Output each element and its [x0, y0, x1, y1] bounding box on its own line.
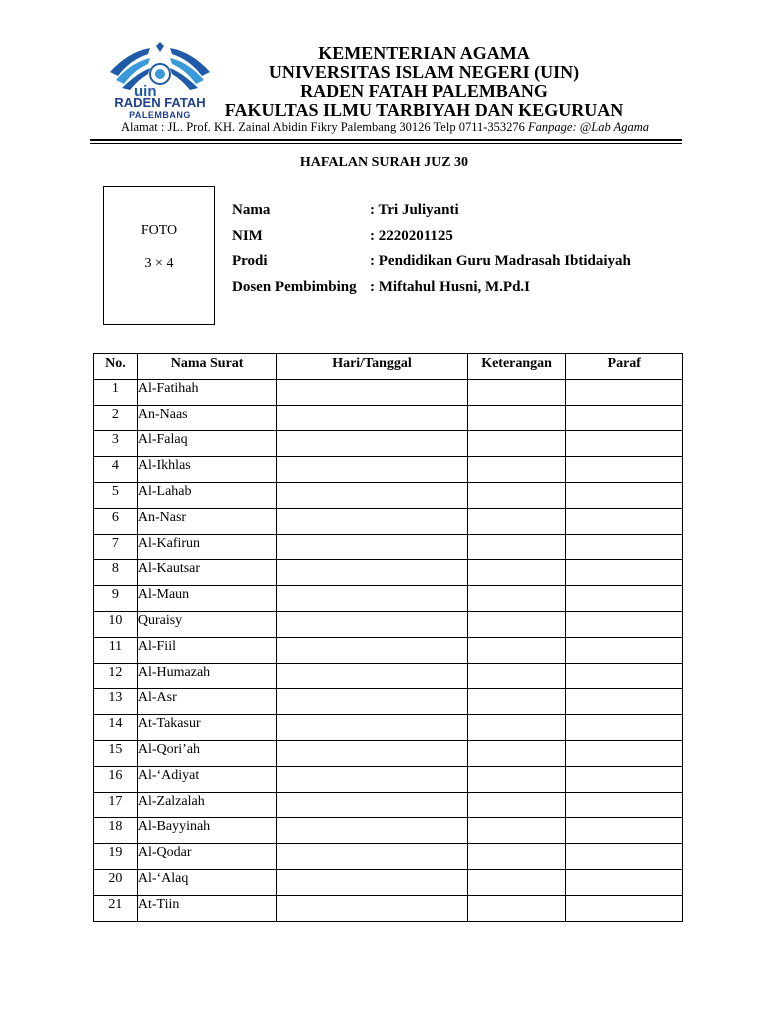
- photo-size: 3 × 4: [144, 256, 174, 271]
- cell-nama-surat: At-Takasur: [137, 715, 277, 741]
- cell-keterangan[interactable]: [467, 379, 566, 405]
- cell-nama-surat: Al-‘Alaq: [137, 869, 277, 895]
- document-title: HAFALAN SURAH JUZ 30: [299, 155, 469, 170]
- fanpage-label: Fanpage:: [528, 120, 577, 134]
- university-city: RADEN FATAH PALEMBANG: [300, 81, 548, 101]
- faculty-name: FAKULTAS ILMU TARBIYAH DAN KEGURUAN: [224, 100, 624, 120]
- cell-hari-tanggal[interactable]: [277, 715, 467, 741]
- table-row: [94, 766, 683, 792]
- photo-label: FOTO: [140, 223, 178, 238]
- letterhead-address: [100, 120, 670, 135]
- cell-nama-surat: Al-Fiil: [137, 637, 277, 663]
- header-paraf: Paraf: [566, 354, 683, 380]
- cell-keterangan[interactable]: [467, 715, 566, 741]
- cell-paraf[interactable]: [566, 663, 683, 689]
- cell-paraf[interactable]: [566, 637, 683, 663]
- table-row: [94, 508, 683, 534]
- cell-nama-surat: Al-Lahab: [137, 482, 277, 508]
- table-row: [94, 792, 683, 818]
- fanpage-value: @Lab Agama: [579, 120, 650, 134]
- cell-hari-tanggal[interactable]: [277, 792, 467, 818]
- cell-nama-surat: Al-Qodar: [137, 844, 277, 870]
- cell-keterangan[interactable]: [467, 766, 566, 792]
- photo-box: [103, 186, 215, 325]
- cell-hari-tanggal[interactable]: [277, 689, 467, 715]
- cell-no: 19: [94, 844, 138, 870]
- info-value: : Miftahul Husni, M.Pd.I: [370, 278, 531, 295]
- cell-paraf[interactable]: [566, 431, 683, 457]
- cell-nama-surat: Al-Asr: [137, 689, 277, 715]
- cell-hari-tanggal[interactable]: [277, 508, 467, 534]
- info-label: Prodi: [232, 253, 268, 269]
- cell-keterangan[interactable]: [467, 431, 566, 457]
- cell-paraf[interactable]: [566, 740, 683, 766]
- info-value: : Pendidikan Guru Madrasah Ibtidaiyah: [370, 253, 631, 269]
- letterhead: [220, 44, 628, 120]
- table-row: [94, 457, 683, 483]
- cell-hari-tanggal[interactable]: [277, 818, 467, 844]
- cell-keterangan[interactable]: [467, 663, 566, 689]
- cell-no: 20: [94, 869, 138, 895]
- cell-nama-surat: Al-Zalzalah: [137, 792, 277, 818]
- cell-hari-tanggal[interactable]: [277, 482, 467, 508]
- cell-no: 3: [94, 431, 138, 457]
- cell-paraf[interactable]: [566, 869, 683, 895]
- table-row: [94, 431, 683, 457]
- table-row: [94, 844, 683, 870]
- cell-no: 9: [94, 586, 138, 612]
- cell-nama-surat: Al-Bayyinah: [137, 818, 277, 844]
- cell-paraf[interactable]: [566, 611, 683, 637]
- cell-no: 14: [94, 715, 138, 741]
- cell-nama-surat: An-Nasr: [137, 508, 277, 534]
- cell-no: 5: [94, 482, 138, 508]
- header-keterangan: Keterangan: [467, 354, 566, 380]
- cell-paraf[interactable]: [566, 457, 683, 483]
- cell-paraf[interactable]: [566, 766, 683, 792]
- cell-no: 6: [94, 508, 138, 534]
- cell-paraf[interactable]: [566, 844, 683, 870]
- info-value: : Tri Juliyanti: [370, 202, 459, 218]
- cell-keterangan[interactable]: [467, 895, 566, 921]
- address-text: Alamat : JL. Prof. KH. Zainal Abidin Fikry Palembang 30126 Telp 0711-353276: [120, 120, 525, 134]
- logo-name-line1: RADEN FATAH: [114, 95, 206, 110]
- cell-no: 11: [94, 637, 138, 663]
- table-row: [94, 586, 683, 612]
- letterhead-rule-thin: [90, 143, 682, 144]
- logo-name-line2: PALEMBANG: [129, 110, 191, 120]
- cell-hari-tanggal[interactable]: [277, 611, 467, 637]
- cell-no: 13: [94, 689, 138, 715]
- cell-hari-tanggal[interactable]: [277, 379, 467, 405]
- cell-no: 7: [94, 534, 138, 560]
- university-logo: [106, 42, 214, 122]
- cell-no: 8: [94, 560, 138, 586]
- cell-nama-surat: Al-Kautsar: [137, 560, 277, 586]
- ministry-name: KEMENTERIAN AGAMA: [318, 43, 530, 63]
- table-row: [94, 689, 683, 715]
- info-value: : 2220201125: [370, 227, 453, 244]
- cell-paraf[interactable]: [566, 534, 683, 560]
- cell-keterangan[interactable]: [467, 534, 566, 560]
- table-row: [94, 611, 683, 637]
- table-row: [94, 560, 683, 586]
- cell-no: 17: [94, 792, 138, 818]
- header-no: No.: [94, 354, 138, 380]
- cell-nama-surat: An-Naas: [137, 405, 277, 431]
- cell-hari-tanggal[interactable]: [277, 895, 467, 921]
- cell-nama-surat: Al-Qori’ah: [137, 740, 277, 766]
- cell-no: 2: [94, 405, 138, 431]
- table-row: [94, 405, 683, 431]
- table-row: [94, 715, 683, 741]
- cell-keterangan[interactable]: [467, 586, 566, 612]
- cell-no: 18: [94, 818, 138, 844]
- cell-keterangan[interactable]: [467, 792, 566, 818]
- cell-hari-tanggal[interactable]: [277, 405, 467, 431]
- table-row: [94, 895, 683, 921]
- cell-hari-tanggal[interactable]: [277, 560, 467, 586]
- cell-paraf[interactable]: [566, 560, 683, 586]
- table-row: [94, 818, 683, 844]
- cell-nama-surat: Al-‘Adiyat: [137, 766, 277, 792]
- cell-hari-tanggal[interactable]: [277, 586, 467, 612]
- cell-no: 21: [94, 895, 138, 921]
- info-label: NIM: [232, 227, 263, 244]
- cell-keterangan[interactable]: [467, 818, 566, 844]
- cell-keterangan[interactable]: [467, 637, 566, 663]
- table-row: [94, 663, 683, 689]
- cell-no: 4: [94, 457, 138, 483]
- cell-no: 16: [94, 766, 138, 792]
- cell-hari-tanggal[interactable]: [277, 663, 467, 689]
- cell-nama-surat: Al-Kafirun: [137, 534, 277, 560]
- cell-nama-surat: Al-Ikhlas: [137, 457, 277, 483]
- cell-hari-tanggal[interactable]: [277, 637, 467, 663]
- header-hari-tanggal: Hari/Tanggal: [277, 354, 467, 380]
- cell-keterangan[interactable]: [467, 457, 566, 483]
- cell-nama-surat: Al-Falaq: [137, 431, 277, 457]
- cell-keterangan[interactable]: [467, 482, 566, 508]
- cell-hari-tanggal[interactable]: [277, 534, 467, 560]
- cell-hari-tanggal[interactable]: [277, 844, 467, 870]
- cell-keterangan[interactable]: [467, 740, 566, 766]
- cell-paraf[interactable]: [566, 818, 683, 844]
- cell-keterangan[interactable]: [467, 689, 566, 715]
- cell-paraf[interactable]: [566, 508, 683, 534]
- cell-no: 1: [94, 379, 138, 405]
- table-row: [94, 637, 683, 663]
- table-header-row: [94, 354, 683, 380]
- cell-nama-surat: At-Tiin: [137, 895, 277, 921]
- logo-emblem-icon: [106, 42, 214, 98]
- table-row: [94, 482, 683, 508]
- svg-text:uin: uin: [134, 83, 157, 98]
- cell-no: 10: [94, 611, 138, 637]
- cell-nama-surat: Al-Humazah: [137, 663, 277, 689]
- cell-no: 15: [94, 740, 138, 766]
- header-nama-surat: Nama Surat: [137, 354, 277, 380]
- cell-keterangan[interactable]: [467, 560, 566, 586]
- cell-keterangan[interactable]: [467, 508, 566, 534]
- cell-keterangan[interactable]: [467, 869, 566, 895]
- info-label: Nama: [232, 202, 271, 218]
- cell-hari-tanggal[interactable]: [277, 740, 467, 766]
- hafalan-table: [93, 353, 683, 922]
- cell-paraf[interactable]: [566, 689, 683, 715]
- cell-keterangan[interactable]: [467, 611, 566, 637]
- cell-paraf[interactable]: [566, 586, 683, 612]
- cell-paraf[interactable]: [566, 895, 683, 921]
- cell-paraf[interactable]: [566, 482, 683, 508]
- cell-no: 12: [94, 663, 138, 689]
- table-row: [94, 534, 683, 560]
- table-row: [94, 869, 683, 895]
- cell-hari-tanggal[interactable]: [277, 457, 467, 483]
- cell-nama-surat: Al-Fatihah: [137, 379, 277, 405]
- cell-nama-surat: Quraisy: [137, 611, 277, 637]
- cell-paraf[interactable]: [566, 792, 683, 818]
- table-row: [94, 379, 683, 405]
- cell-paraf[interactable]: [566, 379, 683, 405]
- table-row: [94, 740, 683, 766]
- letterhead-rule-thick: [90, 139, 682, 141]
- cell-paraf[interactable]: [566, 715, 683, 741]
- cell-paraf[interactable]: [566, 405, 683, 431]
- cell-hari-tanggal[interactable]: [277, 766, 467, 792]
- info-label: Dosen Pembimbing: [232, 278, 357, 295]
- cell-keterangan[interactable]: [467, 405, 566, 431]
- cell-nama-surat: Al-Maun: [137, 586, 277, 612]
- cell-hari-tanggal[interactable]: [277, 431, 467, 457]
- cell-keterangan[interactable]: [467, 844, 566, 870]
- cell-hari-tanggal[interactable]: [277, 869, 467, 895]
- university-name: UNIVERSITAS ISLAM NEGERI (UIN): [268, 62, 580, 82]
